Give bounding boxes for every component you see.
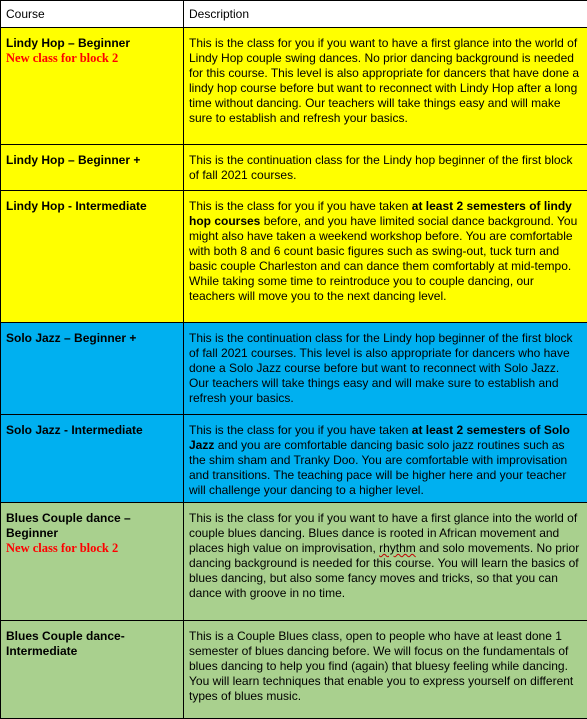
- course-description: [184, 191, 587, 323]
- course-name: Solo Jazz – Beginner +: [1, 323, 184, 415]
- table-row: [1, 28, 587, 145]
- course-name: Blues Couple dance- Intermediate: [1, 621, 184, 719]
- table-row: [1, 503, 587, 621]
- table-row: [1, 621, 587, 719]
- course-name: Solo Jazz - Intermediate: [1, 415, 184, 503]
- course-description: [184, 503, 587, 621]
- description-text: and you are comfortable dancing basic solo jazz routines such as the shim sham and Tranky Doo. You are comfortable with improvisation and transitions. The teaching pace will be higher here and your teacher will challenge your dancing to a higher level.: [189, 438, 567, 497]
- course-name: Blues Couple dance – Beginner: [6, 511, 131, 540]
- table-row: [1, 323, 587, 415]
- table-row: [1, 191, 587, 323]
- header-row: [1, 1, 587, 28]
- description-text: and solo movements. No prior dancing background is needed for this course. You will learn the basics of blues dancing, but also some fancy moves and tricks, so that you can dance with groove in no time.: [189, 541, 579, 600]
- description-text: before, and you have limited social dance background. You might also have taken a weekend workshop before. You are comfortable with both 8 and 6 count basic figures such as swing-out, tuck turn and basic couple Charleston and can dance them comfortably at mid-tempo. While taking some time to reintroduce you to couple dancing, our teachers will move you to the next dancing level.: [189, 214, 577, 303]
- course-description: [184, 415, 587, 503]
- table-row: [1, 145, 587, 191]
- course-description: This is the continuation class for the Lindy hop beginner of the first block of fall 2021 courses. This level is also appropriate for dancers who have done a Solo Jazz course before but want to reconnect with Solo Jazz. Our teachers will take things easy and will make sure to establish and refresh your basics.: [184, 323, 587, 415]
- description-emphasis: at least 2 semesters of Solo Jazz: [189, 423, 570, 452]
- new-class-note: New class for block 2: [6, 541, 178, 556]
- table-row: [1, 415, 587, 503]
- course-description: This is the continuation class for the Lindy hop beginner of the first block of fall 2021 courses.: [184, 145, 587, 191]
- course-name-cell: [1, 28, 184, 145]
- course-column-header: Course: [1, 1, 184, 28]
- description-column-header: Description: [184, 1, 587, 28]
- course-description: This is a Couple Blues class, open to people who have at least done 1 semester of blues dancing before. We will focus on the fundamentals of blues dancing to help you find (again) that bluesy feeling while dancing. You will learn techniques that enable you to express yourself on different types of blues music.: [184, 621, 587, 719]
- course-name: Lindy Hop – Beginner +: [1, 145, 184, 191]
- description-text: This is the class for you if you have taken: [189, 199, 412, 213]
- course-name: Lindy Hop – Beginner: [6, 36, 130, 50]
- description-emphasis: at least 2 semesters of lindy hop courses: [189, 199, 572, 228]
- course-name: Lindy Hop - Intermediate: [1, 191, 184, 323]
- course-name-cell: [1, 503, 184, 621]
- description-text: This is the class for you if you want to have a first glance into the world of couple blues dancing. Blues dance is rooted in African movement and places high value on improvisation,: [189, 511, 577, 555]
- description-text: This is the class for you if you have taken: [189, 423, 412, 437]
- spellcheck-word: rhythm: [379, 541, 416, 555]
- course-description: This is the class for you if you want to have a first glance into the world of Lindy Hop couple swing dances. No prior dancing background is needed for this course. This level is also appropriate for dancers that have done a lindy hop course before but want to reconnect with Lindy Hop after a long time without dancing. Our teachers will take things easy and will make sure to establish and refresh your basics.: [184, 28, 587, 145]
- new-class-note: New class for block 2: [6, 51, 178, 66]
